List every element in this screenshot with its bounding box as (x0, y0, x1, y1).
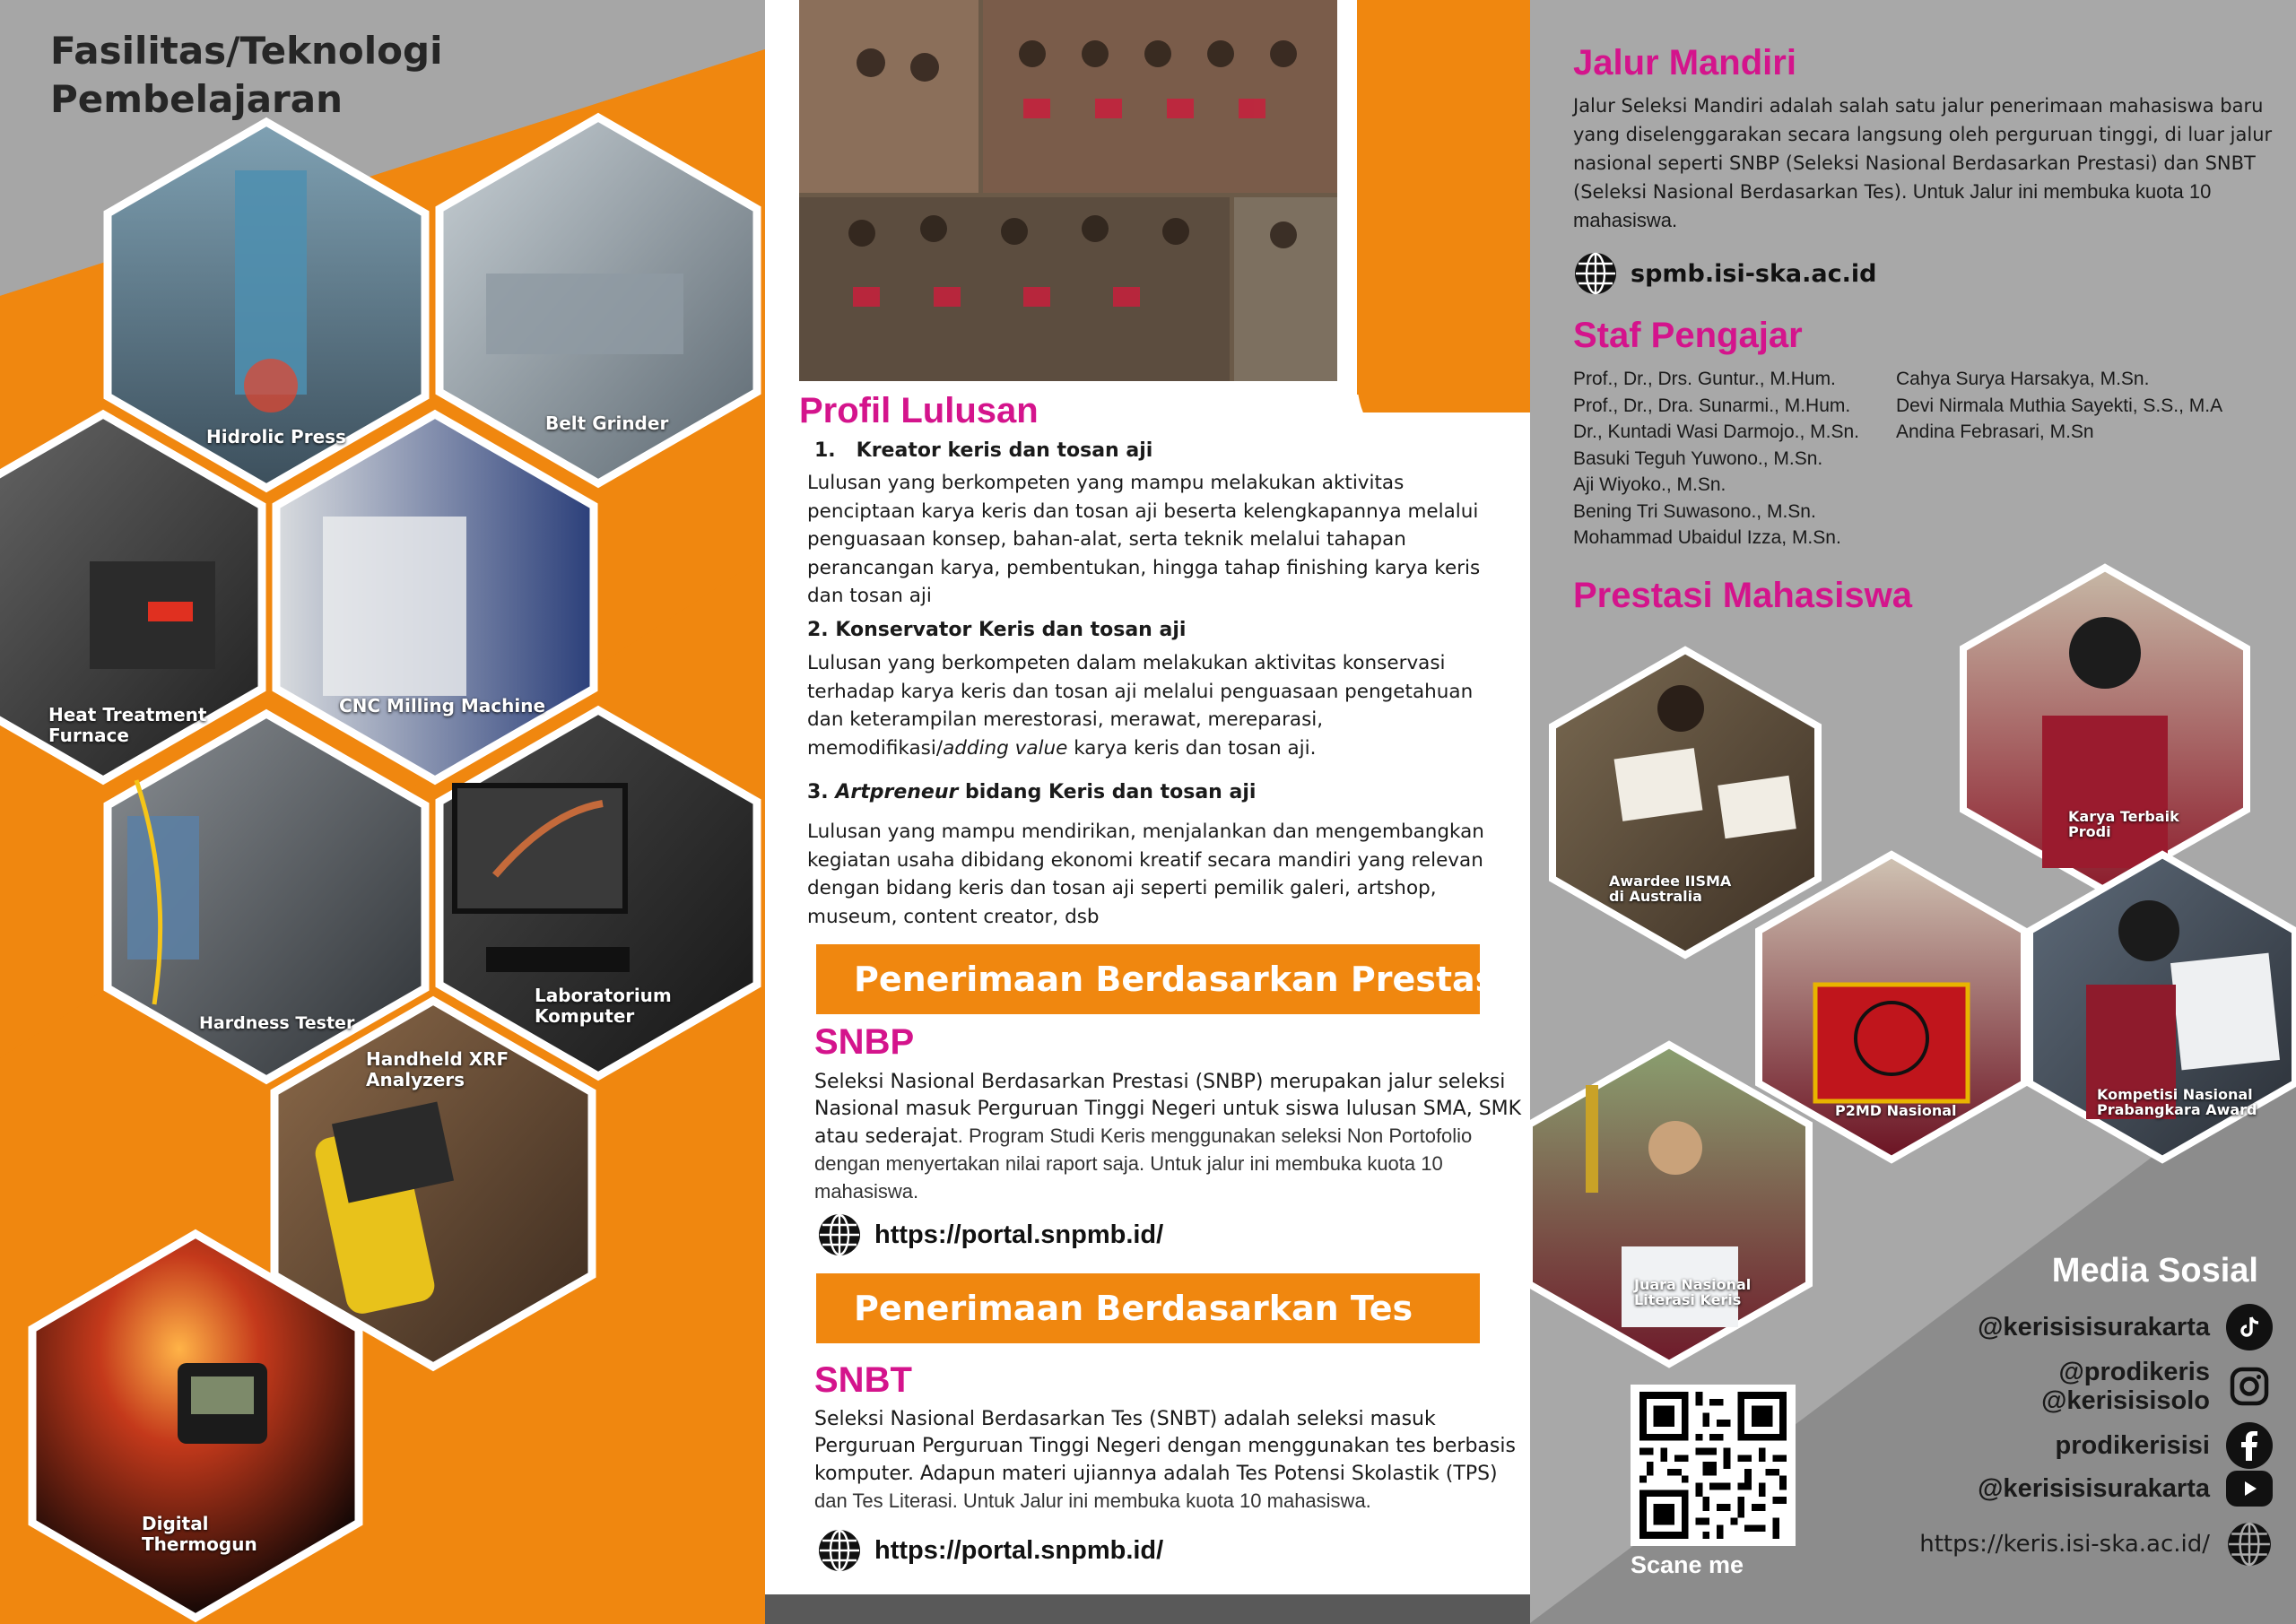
tes-admission-banner: Penerimaan Berdasarkan Tes (816, 1273, 1480, 1343)
achievement-p2md-nasional: P2MD Nasional (1752, 850, 2031, 1164)
globe-icon (1573, 251, 1618, 296)
snbt-title: SNBT (814, 1360, 912, 1400)
globe-icon[interactable] (2226, 1521, 2273, 1568)
profile-panel (765, 0, 1530, 1624)
profile-item-2-heading: 2. Konservator Keris dan tosan aji (807, 619, 1187, 641)
facility-belt-grinder: Belt Grinder (432, 112, 764, 489)
media-tiktok[interactable] (1978, 1304, 2273, 1350)
jalur-mandiri-title: Jalur Mandiri (1573, 43, 1796, 83)
facility-heat-treatment-furnace: Heat Treatment Furnace (0, 409, 269, 786)
prestasi-mahasiswa-title: Prestasi Mahasiswa (1573, 576, 1912, 615)
facility-laboratorium-komputer: Laboratorium Komputer (432, 705, 764, 1081)
staf-pengajar-title: Staf Pengajar (1573, 316, 1803, 355)
staff-member: Bening Tri Suwasono., M.Sn. (1573, 500, 1816, 522)
prestasi-admission-banner: Penerimaan Berdasarkan Prestasi (816, 944, 1480, 1014)
staff-member: Mohammad Ubaidul Izza, M.Sn. (1573, 527, 1841, 548)
qr-code-pattern (1638, 1392, 1788, 1539)
staff-member: Prof., Dr., Drs. Guntur., M.Hum. (1573, 369, 1836, 389)
snbp-description: Seleksi Nasional Berdasarkan Prestasi (SNBP) merupakan jalur seleksi Nasional masuk Perguruan Tinggi Negeri untuk siswa lulusan SMA, SMK atau sederajat. Program Studi Keris menggunakan seleksi Non Portofolio dengan menyertakan nilai raport saja. Untuk jalur ini membuka kuota 10 mahasiswa. (814, 1071, 1522, 1203)
mandiri-link-text[interactable]: spmb.isi-ska.ac.id (1631, 259, 1877, 288)
profile-item-2-desc: Lulusan yang berkompeten dalam melakukan aktivitas konservasi terhadap karya keris dan tosan aji melalui penguasaan pengetahuan dan keterampilan merestorasi, merawat, mereparasi, memodifikasi/adding value karya keris dan tosan aji. (807, 652, 1474, 760)
profile-item-1-desc: Lulusan yang berkompeten yang mampu melakukan aktivitas penciptaan karya keris dan tosan aji beserta kelengkapannya melalui penguasaan konsep, bahan-alat, serta teknik melalui tahapan perancangan karya, pembentukan, hingga tahap finishing karya keris dan tosan aji (807, 472, 1481, 607)
profil-lulusan-title: Profil Lulusan (799, 391, 1039, 430)
profile-item-3-heading: 3. Artpreneur bidang Keris dan tosan aji (807, 781, 1257, 803)
staff-member: Basuki Teguh Yuwono., M.Sn. (1573, 447, 1823, 469)
snbt-link[interactable] (817, 1528, 1163, 1573)
snbp-link[interactable] (817, 1212, 1163, 1257)
facility-digital-thermogun: Digital Thermogun (25, 1229, 366, 1623)
media-youtube[interactable] (1978, 1471, 2273, 1507)
media-instagram[interactable] (2041, 1358, 2273, 1415)
website-link[interactable]: https://keris.isi-ska.ac.id/ (1919, 1531, 2210, 1558)
facility-hardness-tester: Hardness Tester (100, 708, 432, 1085)
staff-list-col1 (1573, 366, 1859, 551)
facility-hidrolic-press: Hidrolic Press (100, 117, 432, 493)
globe-icon (817, 1212, 862, 1257)
achievement-literasi-keris: Juara Nasional Literasi Keris (1530, 1040, 1815, 1368)
facebook-handle[interactable]: prodikerisisi (2055, 1431, 2210, 1460)
staff-member: Prof., Dr., Dra. Sunarmi., M.Hum. (1573, 395, 1851, 416)
staff-member: Aji Wiyoko., M.Sn. (1573, 474, 1726, 495)
achievement-iisma: Awardee IISMA di Australia (1546, 646, 1824, 960)
staff-member: Dr., Kuntadi Wasi Darmojo., M.Sn. (1573, 421, 1859, 442)
facility-cnc-milling-machine: CNC Milling Machine (269, 409, 601, 786)
tiktok-handle[interactable]: @kerisisisurakarta (1978, 1313, 2210, 1342)
staff-member: Andina Febrasari, M.Sn (1896, 421, 2094, 442)
globe-icon (817, 1528, 862, 1573)
jalur-mandiri-description: Jalur Seleksi Mandiri adalah salah satu jalur penerimaan mahasiswa baru yang diselenggarakan secara langsung oleh perguruan tinggi, di luar jalur nasional seperti SNBP (Seleksi Nasional Berdasarkan Prestasi) dan SNBT (Seleksi Nasional Berdasarkan Tes). Untuk Jalur ini membuka kuota 10 mahasiswa. (1573, 95, 2273, 231)
staff-member: Cahya Surya Harsakya, M.Sn. (1896, 369, 2150, 389)
instagram-handles[interactable]: @prodikeris @kerisisisolo (2041, 1358, 2210, 1415)
mandiri-link[interactable] (1573, 251, 1876, 296)
achievement-prabangkara: Kompetisi Nasional Prabangkara Award (2023, 850, 2296, 1164)
snbp-link-text[interactable]: https://portal.snpmb.id/ (874, 1220, 1164, 1249)
qr-code[interactable] (1631, 1385, 1796, 1546)
media-sosial-title: Media Sosial (2051, 1252, 2258, 1290)
scan-me-label: Scane me (1631, 1551, 1744, 1578)
snbp-title: SNBP (814, 1022, 915, 1062)
media-facebook[interactable] (2056, 1422, 2273, 1469)
media-website[interactable] (1919, 1521, 2273, 1568)
staff-list-col2 (1896, 366, 2222, 446)
facilities-panel (0, 0, 765, 1624)
profile-item-1-heading: 1. Kreator keris dan tosan aji (814, 439, 1153, 462)
snbt-description: Seleksi Nasional Berdasarkan Tes (SNBT) adalah seleksi masuk Perguruan Perguruan Tinggi Negeri dengan menggunakan tes berbasis komputer. Adapun materi ujiannya adalah Tes Potensi Skolastik (TPS) dan Tes Literasi. Untuk Jalur ini membuka kuota 10 mahasiswa. (814, 1408, 1516, 1512)
tiktok-icon[interactable] (2226, 1304, 2273, 1350)
profile-item-3-desc: Lulusan yang mampu mendirikan, menjalankan dan mengembangkan kegiatan usaha dibidang ekonomi kreatif secara mandiri yang relevan dengan bidang keris dan tosan aji seperti pemilik galeri, artshop, museum, content creator, dsb (807, 821, 1484, 928)
facebook-icon[interactable] (2226, 1422, 2273, 1469)
graduation-photo-collage (799, 0, 1337, 381)
youtube-handle[interactable]: @kerisisisurakarta (1978, 1474, 2210, 1503)
staff-member: Devi Nirmala Muthia Sayekti, S.S., M.A (1896, 395, 2223, 416)
facilities-title: Fasilitas/Teknologi Pembelajaran (50, 29, 443, 121)
admission-info-panel (1530, 0, 2296, 1624)
snbt-link-text[interactable]: https://portal.snpmb.id/ (874, 1535, 1164, 1565)
instagram-icon[interactable] (2226, 1363, 2273, 1410)
youtube-icon[interactable] (2226, 1471, 2273, 1507)
facility-handheld-xrf-analyzers: Handheld XRF Analyzers (267, 995, 599, 1372)
achievement-karya-terbaik: Karya Terbaik Prodi (1957, 563, 2253, 895)
